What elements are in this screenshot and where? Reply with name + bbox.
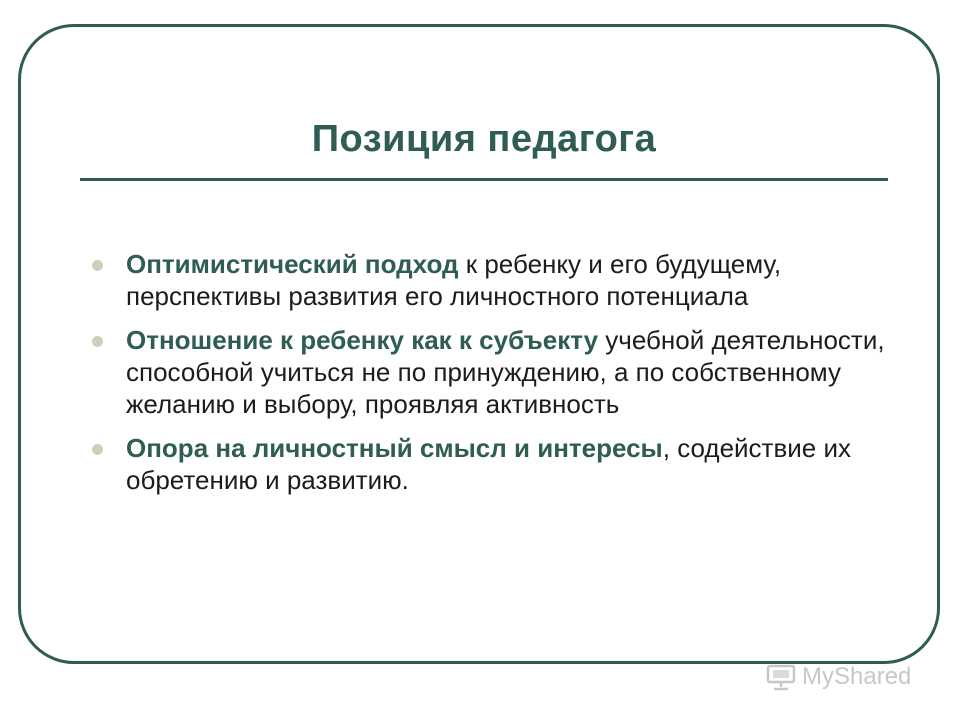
bullet-list [92,248,892,508]
title-underline [80,178,888,181]
slide-title: Позиция педагога [311,118,657,160]
bullet-highlight: Отношение к ребенку как к субъекту [126,325,599,355]
projector-screen-icon [766,663,796,691]
bullet-dot-icon [92,336,103,347]
bullet-item [92,248,892,312]
bullet-dot-icon [92,444,103,455]
bullet-highlight: Опора на личностный смысл и интересы [126,433,663,463]
bullet-dot-icon [92,260,103,271]
bullet-text: к ребенку и его будущему, перспективы развития его личностного потенциала [126,249,782,311]
watermark-text: MyShared [802,663,912,690]
bullet-item [92,432,892,496]
bullet-highlight: Оптимистический подход [126,249,459,279]
watermark [766,660,936,694]
bullet-item [92,324,892,420]
bullet-text: учебной деятельности, способной учиться не по принуждению, а по собственному желанию и выбору, проявляя активность [126,325,885,419]
bullet-text: , содействие их обретению и развитию. [126,433,851,495]
